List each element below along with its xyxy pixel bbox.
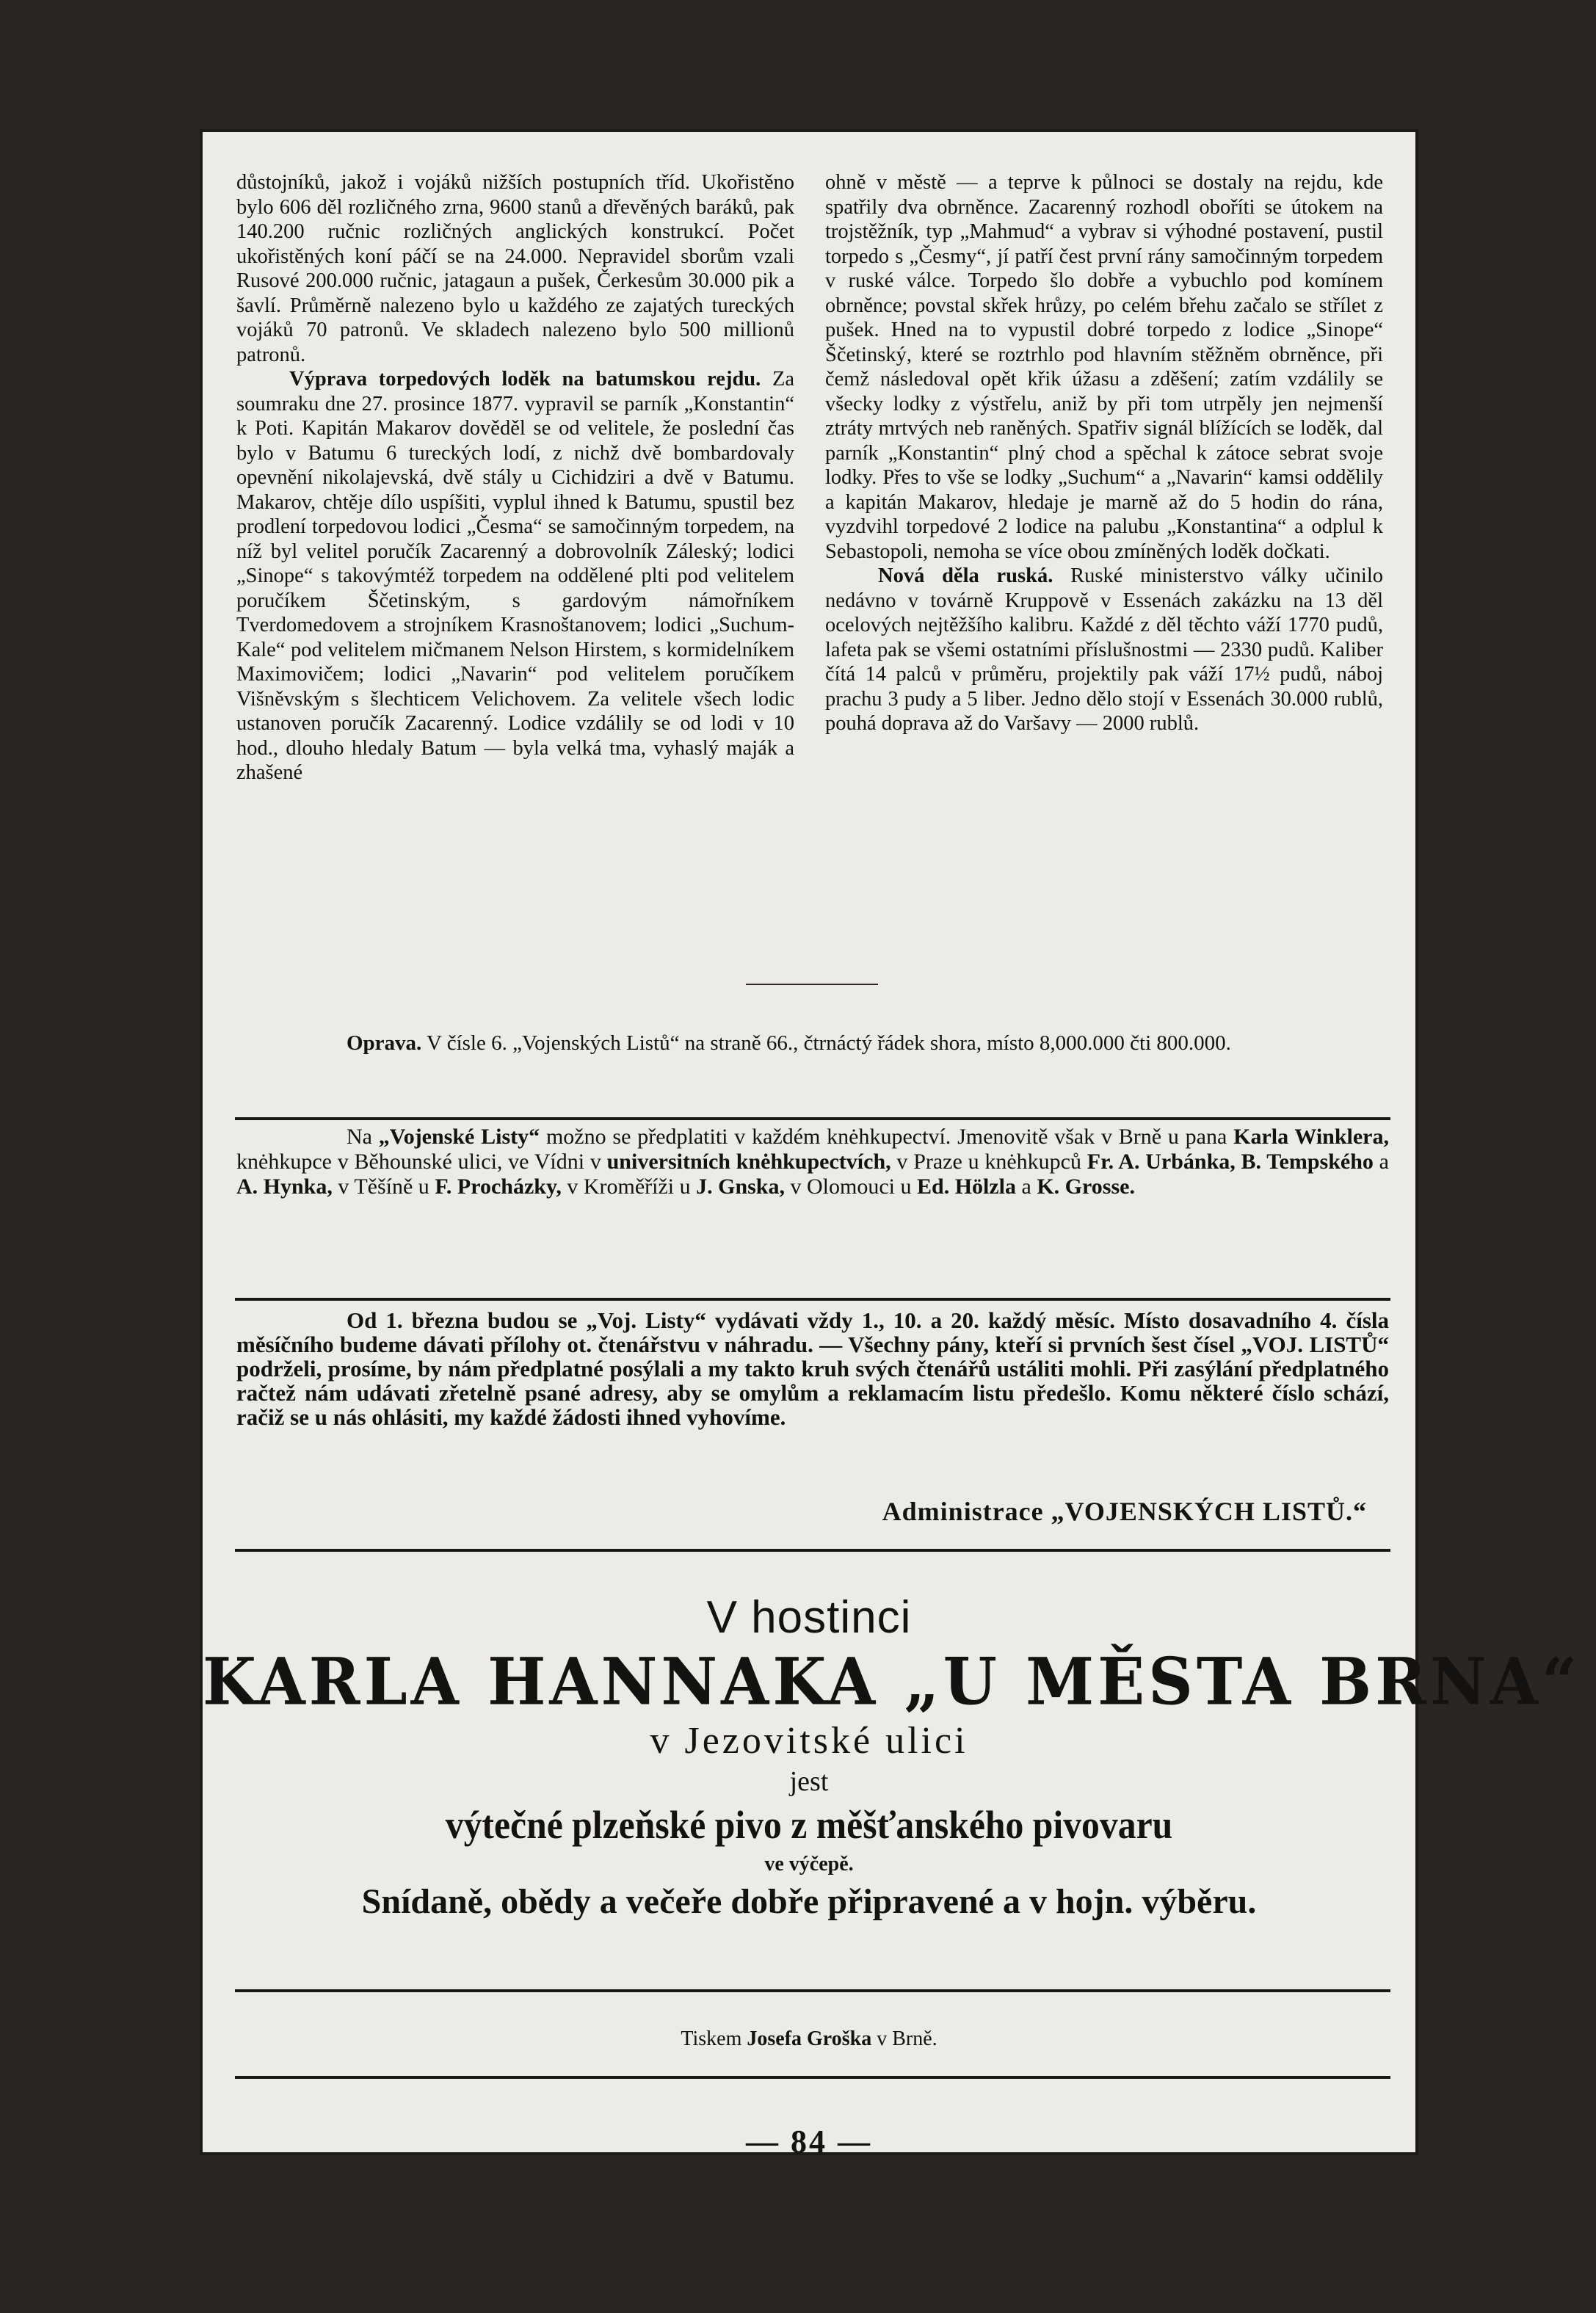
paper-name: „Vojenské Listy“ bbox=[378, 1125, 540, 1149]
seller-hynek: A. Hynka, bbox=[236, 1174, 333, 1199]
left-column bbox=[236, 170, 794, 785]
article-body-torpedo: Za soumraku dne 27. prosince 1877. vypravil se parník „Konstantin“ k Poti. Kapitán Makarov dověděl se od velitele, že poslední čas bylo v Batumu 6 tureckých lodí, z nichž dvě bombardovaly opevnění nikolajevská, dvě stály u Cichidziri a dvě v Batumu. Makarov, chtěje dílo uspíšiti, vyplul ihned k Batumu, spustil bez prodlení torpedovou lodici „Česma“ se samočinným torpedem, na níž byl velitel poručík Zacarenný a dobrovolník Záleský; lodici „Sinope“ s takovýmtéž torpedem na oddělené plti pod velitelem poručíkem Ščetinským, s gardovým námořníkem Tverdomedovem a strojníkem Krasnoštanovem; lodici „Suchum-Kale“ pod velitelem mičmanem Nelson Hirstem, s kormidelníkem Maximovičem; lodici „Navarin“ pod velitelem poručíkem Višněvským s šlechticem Velichovem. Za velitele všech lodic ustanoven poručík Zacarenný. Lodice vzdálily se od lodi v 10 hod., dlouho hledaly Batum — byla velká tma, vyhaslý maják a zhašené bbox=[236, 368, 794, 784]
administration-notice bbox=[236, 1308, 1389, 1429]
ad-meals: Snídaně, obědy a večeře dobře připravené a v hojn. výběru. bbox=[361, 1882, 1257, 1921]
printer-name: Josefa Groška bbox=[747, 2027, 872, 2050]
divider-2 bbox=[235, 1298, 1390, 1301]
correction-notice bbox=[236, 1031, 1389, 1056]
correction-label: Oprava. bbox=[347, 1031, 422, 1055]
administration-signature: Administrace „VOJENSKÝCH LISTŮ.“ bbox=[882, 1497, 1367, 1526]
right-paragraph-1: ohně v městě — a teprve k půlnoci se dostaly na rejdu, kde spatřily dva obrněnce. Zacarenný rozhodl oboříti se útokem na trojstěžník, typ „Mahmud“ a vybrav si výhodné postavení, pustil torpedo s „Česmy“, jí patří čest první rány samočinným torpedem v ruské válce. Torpedo šlo dobře a vybuchlo pod komínem obrněnce; povstal skřek hrůzy, po celém břehu začalo se střílet z pušek. Hned na to vypustil dobré torpedo z lodice „Sinope“ Ščetinský, které se roztrhlo pod hlavním stěžněm obrněnce, při čemž následoval opět křik úžasu a zděšení; zatím vzdálily se všecky lodky z výstřelu, aniž by při tom utrpěly jen nejmenší ztráty mrtvých neb raněných. Spatřiv signál blížících se loděk, dal parník „Konstantin“ plný chod a spěchal k zátoce sebrat svoje lodky. Přes to vše se lodky „Suchum“ a „Navarin“ kamsi oddělily a kapitán Makarov, hledaje je marně až do 5 hodin do rána, vyzdvihl torpedové 2 lodice na palubu „Konstantina“ a odplul k Sebastopoli, nemoha se více obou zmíněných loděk dočkati. bbox=[825, 171, 1383, 563]
short-divider bbox=[746, 984, 878, 985]
subscription-notice: Na „Vojenské Listy“ možno se předplatiti v každém knėhkupectví. Jmenovitě však v Brně u pana Karla Winklera, knėhkupce v Běhounské ulici, ve Vídni v universitních knėhkupectvích, v Praze u knėhkupců Fr. A. Urbánka, B. Tempského a A. Hynka, v Těšíně u F. Procházky, v Kroměříži u J. Gnska, v Olomouci u Ed. Hölzla a K. Grosse. bbox=[236, 1125, 1389, 1199]
divider-3 bbox=[235, 1549, 1390, 1552]
seller-prochazka: F. Procházky, bbox=[435, 1174, 562, 1199]
article-body-cannons: Ruské ministerstvo války učinilo nedávno v továrně Kruppově v Essenách zakázku na 13 děl ocelových nejtěžšího kalibru. Každé z děl těchto váží 1770 pudů, lafeta pak se všemi ostatními příslušnostmi — 2330 pudů. Kaliber čítá 14 palců v průměru, projektily pak váží 17½ pudů, náboj prachu 3 pudy a 5 liber. Jedno dělo stojí v Essenách 30.000 rublů, pouhá doprava až do Varšavy — 2000 rublů. bbox=[825, 564, 1383, 735]
ad-intro: V hostinci bbox=[706, 1592, 912, 1643]
ad-jest: jest bbox=[789, 1766, 829, 1797]
article-heading-cannons: Nová děla ruská. bbox=[878, 564, 1053, 587]
ad-tavern-name: KARLA HANNAKA „U MĚSTA BRNA“ bbox=[203, 1643, 1581, 1720]
seller-winkler: Karla Winklera, bbox=[1233, 1125, 1389, 1149]
tavern-advertisement bbox=[203, 1589, 1581, 1927]
correction-text: V čísle 6. „Vojenských Listů“ na straně 66., čtrnáctý řádek shora, místo 8,000.000 čti 800.000. bbox=[427, 1031, 1231, 1055]
divider-5 bbox=[235, 2076, 1390, 2079]
divider-1 bbox=[235, 1117, 1390, 1120]
seller-gross: K. Grosse. bbox=[1037, 1174, 1135, 1199]
divider-4 bbox=[235, 1989, 1390, 1992]
page-number: — 84 — bbox=[746, 2124, 872, 2160]
ad-beer: výtečné plzeňské pivo z měšťanského pivovaru bbox=[445, 1803, 1173, 1847]
seller-holzl: Ed. Hölzla bbox=[917, 1174, 1017, 1199]
article-heading-torpedo: Výprava torpedových loděk na batumskou rejdu. bbox=[289, 368, 761, 391]
administration-text: Od 1. března budou se „Voj. Listy“ vydávati vždy 1., 10. a 20. každý měsíc. Místo dosavadního 4. čísla měsíčního budeme dávati přílohy ot. čtenářstvu v náhradu. — Všechny pány, kteří si prvních šest čísel „VOJ. LISTŮ“ podrželi, prosíme, by nám předplatné posýlali a my takto kruh svých čtenářů ustáliti mohli. Při zasýlání předplatného račtež nám udávati zřetelně psané adresy, aby se omylům a reklamacím listu předešlo. Komu některé číslo schází, račiž se u nás ohlásiti, my každé žádosti ihned vyhovíme. bbox=[236, 1307, 1389, 1430]
newspaper-page bbox=[200, 129, 1581, 2160]
printer-imprint: Tiskem Josefa Groška v Brně. bbox=[681, 2027, 937, 2050]
right-paragraph-2 bbox=[825, 564, 1383, 736]
ad-tap: ve výčepě. bbox=[764, 1853, 854, 1876]
seller-gnska: J. Gnska, bbox=[696, 1174, 785, 1199]
seller-urbanek-tempsky: Fr. A. Urbánka, B. Tempského bbox=[1087, 1150, 1374, 1174]
seller-university: universitních knėhkupectvích, bbox=[606, 1150, 891, 1174]
left-paragraph-2 bbox=[236, 367, 794, 785]
ad-street: v Jezovitské ulici bbox=[650, 1720, 968, 1762]
left-paragraph-1: důstojníků, jakož i vojáků nižších postupních tříd. Ukořistěno bylo 606 děl rozličného zrna, 9600 stanů a dřevěných baráků, pak 140.200 ručnic rozličných anglických konstrukcí. Počet ukořistěných koní páčí se na 24.000. Nepravidel sborům vzali Rusové 200.000 ručnic, jatagaun a pušek, Čerkesům 30.000 pik a šavlí. Průměrně nalezeno bylo u každého ze zajatých tureckých vojáků 70 patronů. Ve skladech nalezeno bylo 500 millionů patronů. bbox=[236, 171, 794, 366]
right-column bbox=[825, 170, 1383, 736]
